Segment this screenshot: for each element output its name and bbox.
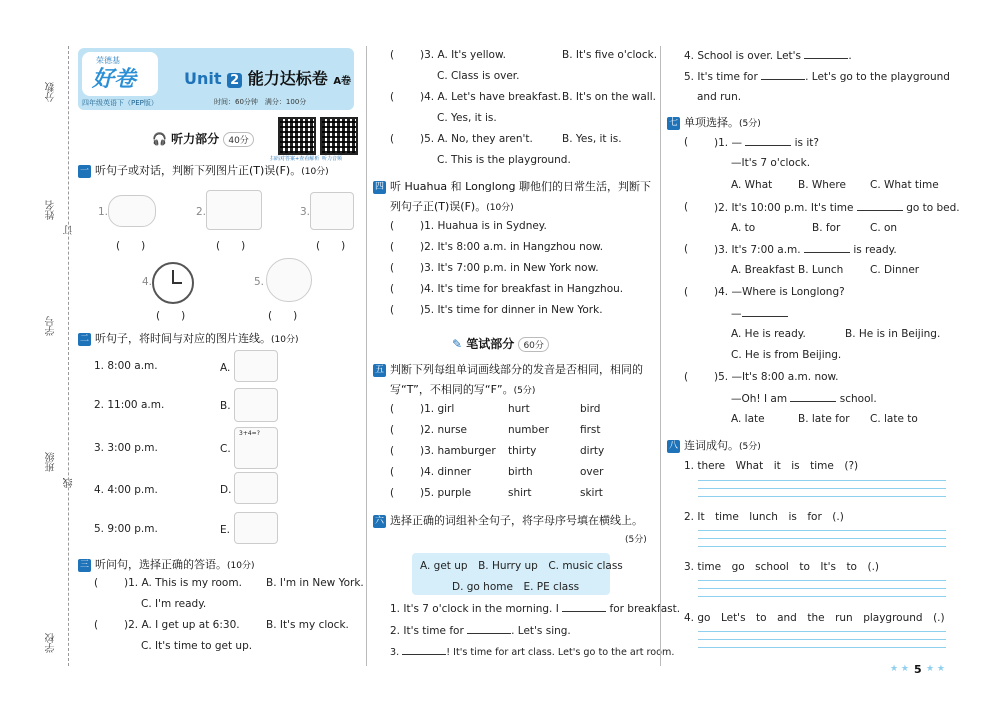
s5-paren-4[interactable]: ( (390, 466, 395, 478)
logo-brand-text: 荣德基 (96, 56, 120, 65)
s7-q3-c: C. Dinner (870, 264, 920, 276)
s8-answer-line[interactable] (698, 596, 946, 597)
s3-heading: 三 听问句，选择正确的答语。(10分) (79, 558, 255, 571)
picture-letter-b: B. (220, 400, 231, 412)
s7-q1-line2: —It's 7 o'clock. (731, 157, 811, 169)
s7-q5: )5. —It's 8:00 a.m. now. (714, 371, 839, 383)
s3-q5-a: )5. A. No, they aren't. (420, 133, 533, 145)
s7-q1-b: B. Where (798, 179, 846, 191)
sleeping-picture (234, 472, 278, 504)
s5-heading-cont: 写“T”，不相同的写“F”。(5分) (390, 383, 536, 396)
s7-paren-3[interactable]: ( (684, 243, 689, 255)
s5-r1-w1: )1. girl (420, 403, 455, 415)
s6-item-1: 1. It's 7 o'clock in the morning. I for breakfast. (390, 603, 681, 615)
unit-number: 2 (227, 73, 242, 88)
qr-code-answers[interactable] (278, 117, 316, 155)
listening-section-title: 🎧 听力部分 40分 (152, 130, 254, 147)
s8-answer-line[interactable] (698, 647, 946, 648)
s4-item-2: )2. It's 8:00 a.m. in Hangzhou now. (420, 241, 604, 253)
s1-heading: 一 听句子或对话，判断下列图片正(T)误(F)。(10分) (79, 164, 329, 177)
pencil-icon: ✎ (452, 337, 463, 351)
s5-paren-2[interactable]: ( (390, 424, 395, 436)
s7-q1: )1. — is it? (714, 137, 819, 149)
s8-item-1: 1. there What it is time (?) (684, 460, 859, 472)
footer-stars-right: ★ ★ (926, 664, 945, 674)
margin-score-label: 分数 (46, 82, 57, 102)
s1-paren-2[interactable]: ( ) (216, 240, 246, 252)
s5-paren-5[interactable]: ( (390, 487, 395, 499)
s1-label-2: 2. (196, 206, 207, 218)
column-divider-2 (660, 46, 661, 666)
s1-label-4: 4. (142, 276, 153, 288)
s7-q3-b: B. Lunch (798, 264, 844, 276)
s7-q3-a: A. Breakfast (731, 264, 795, 276)
s6-heading: 六 选择正确的词组补全句子，将字母序号填在横线上。 (374, 514, 643, 527)
s4-heading: 四 听 Huahua 和 Longlong 聊他们的日常生活，判断下 (374, 180, 652, 193)
s8-answer-line[interactable] (698, 546, 946, 547)
s7-q1-a: A. What (731, 179, 773, 191)
s7-q4-c: C. He is from Beijing. (731, 349, 842, 361)
word-bank-row-2: D. go home E. PE class (452, 581, 580, 593)
margin-school-label: 学校 (46, 633, 57, 653)
s3-q3-a: )3. A. It's yellow. (420, 49, 506, 61)
picture-letter-d: D. (220, 484, 232, 496)
s7-paren-1[interactable]: ( (684, 136, 689, 148)
s1-label-5: 5. (254, 276, 265, 288)
s7-q4-a: A. He is ready. (731, 328, 806, 340)
s7-q2-a: A. to (731, 222, 756, 234)
writing-score: 60分 (518, 337, 548, 352)
column-divider-1 (366, 46, 367, 666)
s4-item-5: )5. It's time for dinner in New York. (420, 304, 603, 316)
s5-paren-1[interactable]: ( (390, 403, 395, 415)
s6-score: (5分) (625, 535, 647, 545)
s3-q5-b: B. Yes, it is. (562, 133, 622, 145)
s8-answer-line[interactable] (698, 588, 946, 589)
s3-q1-b: B. I'm in New York. (266, 577, 364, 589)
family-picture (234, 350, 278, 382)
s1-paren-4[interactable]: ( ) (156, 310, 186, 322)
s8-item-4: 4. go Let's to and the run playground (.) (684, 612, 945, 624)
s3-paren-2[interactable]: ( (94, 619, 99, 631)
s7-q2: )2. It's 10:00 p.m. It's time go to bed. (714, 202, 960, 214)
s5-r3-w2: thirty (508, 445, 537, 457)
s7-paren-2[interactable]: ( (684, 201, 689, 213)
s4-paren-4[interactable]: ( (390, 283, 395, 295)
margin-id-label: 学号 (46, 316, 57, 336)
s4-paren-5[interactable]: ( (390, 304, 395, 316)
time-item-1: 1. 8:00 a.m. (94, 360, 158, 372)
classroom-picture (310, 192, 354, 230)
unit-word: Unit (184, 69, 222, 88)
s7-heading: 七 单项选择。(5分) (668, 116, 761, 129)
time-item-4: 4. 4:00 p.m. (94, 484, 158, 496)
s4-item-3: )3. It's 7:00 p.m. in New York now. (420, 262, 599, 274)
s4-heading-cont: 列句子正(T)误(F)。(10分) (390, 200, 514, 213)
s8-item-3: 3. time go school to It's to (.) (684, 561, 880, 573)
page-number: 5 (914, 663, 922, 676)
s5-r1-w2: hurt (508, 403, 530, 415)
s8-heading: 八 连词成句。(5分) (668, 439, 761, 452)
s7-blank-2[interactable] (857, 201, 903, 211)
s8-answer-line[interactable] (698, 639, 946, 640)
s2-heading: 二 听句子，将时间与对应的图片连线。(10分) (79, 332, 299, 345)
s8-answer-line[interactable] (698, 480, 946, 481)
s7-q3: )3. It's 7:00 a.m. is ready. (714, 244, 897, 256)
picture-letter-a: A. (220, 362, 231, 374)
s3-q4-a: )4. A. Let's have breakfast. (420, 91, 561, 103)
s7-q4-line2: — (731, 307, 788, 320)
s5-r1-w3: bird (580, 403, 601, 415)
writing-section-title: ✎ 笔试部分 60分 (452, 335, 549, 352)
s5-heading: 五 判断下列每组单词画线部分的发音是否相同，相同的 (374, 363, 643, 376)
s3-paren-4[interactable]: ( (390, 91, 395, 103)
s8-answer-line[interactable] (698, 538, 946, 539)
s7-q5-c: C. late to (870, 413, 918, 425)
headphone-icon: 🎧 (152, 132, 167, 146)
s7-blank-5[interactable] (790, 392, 836, 402)
s5-r4-w1: )4. dinner (420, 466, 472, 478)
s3-q2-b: B. It's my clock. (266, 619, 349, 631)
s7-blank-1[interactable] (745, 136, 791, 146)
s7-paren-4[interactable]: ( (684, 286, 689, 298)
s5-r2-w2: number (508, 424, 549, 436)
sofa-picture (108, 195, 156, 227)
s6-item-5-cont: and run. (697, 91, 742, 103)
s3-q3-c: C. Class is over. (437, 70, 520, 82)
s5-r5-w1: )5. purple (420, 487, 472, 499)
margin-line-label: 线 (64, 478, 75, 488)
s3-paren-1[interactable]: ( (94, 577, 99, 589)
s5-r4-w2: birth (508, 466, 533, 478)
s4-item-1: )1. Huahua is in Sydney. (420, 220, 547, 232)
s7-q2-c: C. on (870, 222, 898, 234)
math-class-picture (234, 427, 278, 469)
s6-blank-1[interactable] (562, 602, 606, 612)
s8-answer-line[interactable] (698, 631, 946, 632)
picture-letter-c: C. (220, 443, 231, 455)
qr2-caption: 听力音频 (322, 156, 343, 162)
s3-q2-a: )2. A. I get up at 6:30. (124, 619, 240, 631)
test-title: 能力达标卷 (247, 69, 328, 88)
s3-q1-c: C. I'm ready. (141, 598, 207, 610)
s4-paren-2[interactable]: ( (390, 241, 395, 253)
s5-r2-w3: first (580, 424, 601, 436)
s5-paren-3[interactable]: ( (390, 445, 395, 457)
s4-item-4: )4. It's time for breakfast in Hangzhou. (420, 283, 624, 295)
teacher-picture (234, 388, 278, 422)
s7-q5-b: B. late for (798, 413, 850, 425)
margin-class-label: 班级 (46, 452, 57, 472)
footer-stars-left: ★ ★ (890, 664, 909, 674)
clock-picture (152, 262, 194, 304)
logo-title: 好卷 (92, 66, 137, 92)
s4-paren-1[interactable]: ( (390, 220, 395, 232)
dinner-picture (234, 512, 278, 544)
s5-r3-w1: )3. hamburger (420, 445, 496, 457)
s6-item-2: 2. It's time for . Let's sing. (390, 625, 571, 637)
s5-r5-w3: skirt (580, 487, 603, 499)
s8-answer-line[interactable] (698, 530, 946, 531)
s5-r2-w1: )2. nurse (420, 424, 468, 436)
grade-label: 四年级英语下（PEP版） (82, 99, 158, 107)
s4-paren-3[interactable]: ( (390, 262, 395, 274)
s1-label-1: 1. (98, 206, 109, 218)
s6-item-5: 5. It's time for . Let's go to the playground (684, 71, 950, 83)
s8-answer-line[interactable] (698, 496, 946, 497)
time-item-5: 5. 9:00 p.m. (94, 523, 158, 535)
s1-paren-3[interactable]: ( ) (316, 240, 346, 252)
qr-code-audio[interactable] (320, 117, 358, 155)
s7-paren-5[interactable]: ( (684, 371, 689, 383)
s7-q5-a: A. late (731, 413, 765, 425)
margin-cut-label: 订 (64, 225, 75, 235)
blackboard-text: 3+4=? (239, 430, 260, 437)
s7-q4-b: B. He is in Beijing. (845, 328, 941, 340)
s6-blank-2[interactable] (467, 624, 511, 634)
house-picture (206, 190, 262, 230)
margin-name-label: 姓名 (46, 200, 57, 220)
s1-label-3: 3. (300, 206, 311, 218)
s3-q2-c: C. It's time to get up. (141, 640, 253, 652)
s6-blank-5[interactable] (761, 70, 805, 80)
time-score-info: 时间：60分钟 满分：100分 (214, 98, 307, 106)
s6-item-3: 3. ! It's time for art class. Let's go to the art room. (390, 647, 675, 658)
s6-blank-3[interactable] (402, 645, 446, 655)
qr1-caption: 扫码对答案+查看解析 (270, 156, 320, 162)
listening-score: 40分 (223, 132, 253, 147)
s8-item-2: 2. It time lunch is for (.) (684, 511, 844, 523)
word-bank-row-1: A. get up B. Hurry up C. music class (420, 560, 623, 572)
s5-r5-w2: shirt (508, 487, 532, 499)
s7-blank-3[interactable] (804, 243, 850, 253)
s3-q3-b: B. It's five o'clock. (562, 49, 658, 61)
s3-paren-3[interactable]: ( (390, 49, 395, 61)
unit-title (184, 66, 351, 89)
cut-line (68, 46, 69, 666)
s7-q4: )4. —Where is Longlong? (714, 286, 845, 298)
s3-paren-5[interactable]: ( (390, 133, 395, 145)
s1-paren-1[interactable]: ( ) (116, 240, 146, 252)
boy-writing-picture (266, 258, 312, 302)
test-version: A卷 (333, 76, 352, 87)
picture-letter-e: E. (220, 524, 230, 536)
s6-item-4: 4. School is over. Let's . (684, 50, 852, 62)
s8-answer-line[interactable] (698, 488, 946, 489)
time-item-3: 3. 3:00 p.m. (94, 442, 158, 454)
s8-answer-line[interactable] (698, 580, 946, 581)
s3-q4-b: B. It's on the wall. (562, 91, 656, 103)
time-item-2: 2. 11:00 a.m. (94, 399, 165, 411)
s7-blank-4[interactable] (742, 307, 788, 317)
s3-q1-a: )1. A. This is my room. (124, 577, 242, 589)
s7-q5-line2: —Oh! I am school. (731, 393, 877, 405)
s7-q2-b: B. for (812, 222, 841, 234)
s5-r4-w3: over (580, 466, 604, 478)
s5-r3-w3: dirty (580, 445, 605, 457)
s3-q5-c: C. This is the playground. (437, 154, 571, 166)
s6-blank-4[interactable] (804, 49, 848, 59)
s3-q4-c: C. Yes, it is. (437, 112, 497, 124)
s7-q1-c: C. What time (870, 179, 939, 191)
s1-paren-5[interactable]: ( ) (268, 310, 298, 322)
